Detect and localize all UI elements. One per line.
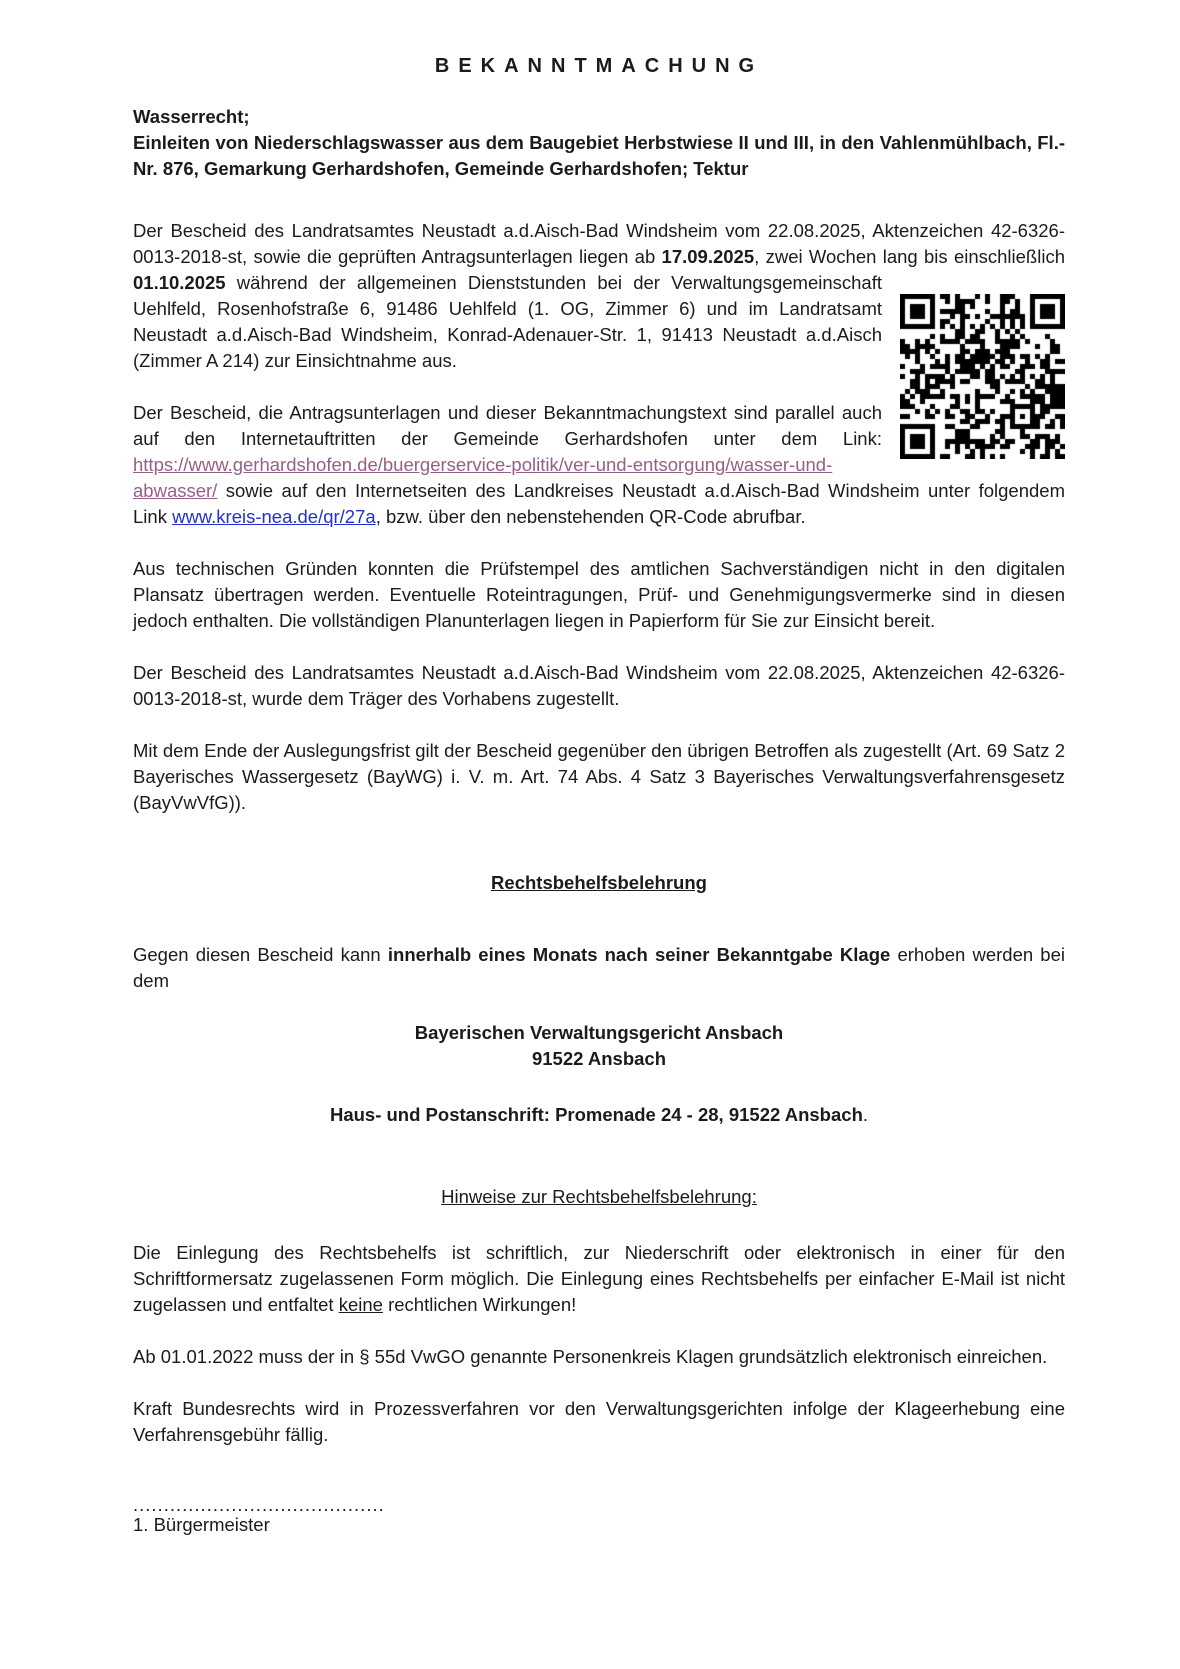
text-run: während der allgemeinen Dienststunden bei der Verwaltungsgemeinschaft Uehlfeld, Rosenhofstraße 6, 91486 Uehlfeld (1. OG, Zimmer 6) und im Landratsamt Neustadt a.d.Aisch-Bad Windsheim, Konrad-Adenauer-Str. 1, 91413 Neustadt a.d.Aisch (Zimmer A 214) zur Einsichtnahme aus. — [133, 272, 882, 371]
paragraph-zustellung-text — [133, 662, 1065, 709]
text-run: Die Einlegung des Rechtsbehelfs ist schriftlich, zur Niederschrift oder elektronisch in einer für den Schriftformersatz zugelassenen Form möglich. Die Einlegung eines Rechtsbehelfs per einfacher E-Mail ist nicht zugelassen und entfaltet — [133, 1242, 1065, 1315]
paragraph-pruefstempel-text — [133, 558, 1065, 631]
text-run: rechtlichen Wirkungen! — [382, 1294, 577, 1315]
paragraph-elektronisch-text — [133, 1346, 1047, 1367]
court-block — [133, 1020, 1065, 1072]
text-run: Der Bescheid des Landratsamtes Neustadt a.d.Aisch-Bad Windsheim vom 22.08.2025, Aktenzeichen 42-6326-0013-2018-st, wurde dem Träger des Vorhabens zugestellt. — [133, 662, 1065, 709]
text-run: 01.10.2025 — [133, 272, 226, 293]
paragraph-klage-text — [133, 944, 1065, 991]
address-line — [133, 1102, 1065, 1128]
paragraph-elektronisch — [133, 1344, 1065, 1370]
document-title: BEKANNTMACHUNG — [434, 55, 764, 77]
text-run: . — [862, 1104, 869, 1125]
gerhardshofen-link[interactable]: https://www.gerhardshofen.de/buergerservice-politik/ver-und-entsorgung/wasser-und-abwasser/ — [133, 454, 833, 501]
paragraph-pruefstempel — [133, 556, 1065, 634]
paragraph-einlegung-text — [133, 1242, 1065, 1315]
text-run: , zwei Wochen lang bis einschließlich — [754, 246, 1065, 267]
paragraph-zustellung — [133, 660, 1065, 712]
text-run: 17.09.2025 — [661, 246, 755, 267]
paragraph-einlegung — [133, 1240, 1065, 1318]
text-run: Kraft Bundesrechts wird in Prozessverfahren vor den Verwaltungsgerichten infolge der Klageerhebung eine Verfahrensgebühr fällig. — [133, 1398, 1065, 1445]
signature-dotted-line: ......................................... — [133, 1494, 385, 1515]
text-run: Gegen diesen Bescheid kann — [133, 944, 388, 965]
text-run: sowie auf den Internetseiten des Landkreises Neustadt a.d.Aisch-Bad Windsheim unter folgendem Link — [133, 480, 1065, 527]
signature-block — [133, 1494, 1065, 1538]
paragraph-auslegungsfrist-text — [133, 740, 1065, 813]
qr-code-container — [900, 294, 1065, 459]
court-city: 91522 Ansbach — [531, 1048, 667, 1069]
subject-body: Einleiten von Niederschlagswasser aus dem Baugebiet Herbstwiese II und III, in den Vahlenmühlbach, Fl.-Nr. 876, Gemarkung Gerhardshofen, Gemeinde Gerhardshofen; Tektur — [133, 132, 1065, 179]
text-run: Aus technischen Gründen konnten die Prüfstempel des amtlichen Sachverständigen nicht in den digitalen Plansatz übertragen werden. Eventuelle Roteintragungen, Prüf- und Genehmigungsvermerke sind in diesen jedoch enthalten. Die vollständigen Planunterlagen liegen in Papierform für Sie zur Einsicht bereit. — [133, 558, 1065, 631]
paragraph-gebuehr-text — [133, 1398, 1065, 1445]
text-run: keine — [338, 1294, 383, 1315]
text-run: , bzw. über den nebenstehenden QR-Code abrufbar. — [375, 506, 806, 527]
qr-code-icon — [900, 294, 1065, 459]
paragraph-gebuehr — [133, 1396, 1065, 1448]
text-run: Mit dem Ende der Auslegungsfrist gilt der Bescheid gegenüber den übrigen Betroffen als zugestellt (Art. 69 Satz 2 Bayerisches Wassergesetz (BayWG) i. V. m. Art. 74 Abs. 4 Satz 3 Bayerisches Verwaltungsverfahrensgesetz (BayVwVfG)). — [133, 740, 1065, 813]
text-run: Der Bescheid des Landratsamtes Neustadt a.d.Aisch-Bad Windsheim vom 22.08.2025, Aktenzeichen 42-6326-0013-2018-st, sowie die geprüften Antragsunterlagen liegen ab — [133, 220, 1065, 267]
text-run: innerhalb eines Monats nach seiner Bekanntgabe Klage — [387, 944, 891, 965]
paragraph-auslegungsfrist — [133, 738, 1065, 816]
text-run: Ab 01.01.2022 muss der in § 55d VwGO genannte Personenkreis Klagen grundsätzlich elektronisch einreichen. — [133, 1346, 1048, 1367]
heading-rechtsbehelfsbelehrung: Rechtsbehelfsbelehrung — [491, 872, 707, 893]
court-name: Bayerischen Verwaltungsgericht Ansbach — [414, 1022, 784, 1043]
paragraph-auslegung — [133, 218, 1065, 374]
text-run: erhoben werden bei dem — [133, 944, 1065, 991]
subject-line1: Wasserrecht; — [133, 106, 250, 127]
subject-heading — [133, 104, 1065, 182]
text-run: Haus- und Postanschrift: Promenade 24 - 28, 91522 Ansbach — [329, 1104, 863, 1125]
kreis-nea-link[interactable]: www.kreis-nea.de/qr/27a — [172, 506, 376, 527]
text-run: Der Bescheid, die Antragsunterlagen und dieser Bekanntmachungstext sind parallel auch auf den Internetauftritten der Gemeinde Gerhardshofen unter dem Link: — [133, 402, 882, 449]
address-line-text — [330, 1104, 868, 1125]
paragraph-klage — [133, 942, 1065, 994]
signature-role: 1. Bürgermeister — [133, 1514, 270, 1535]
heading-hinweise: Hinweise zur Rechtsbehelfsbelehrung: — [441, 1186, 757, 1207]
